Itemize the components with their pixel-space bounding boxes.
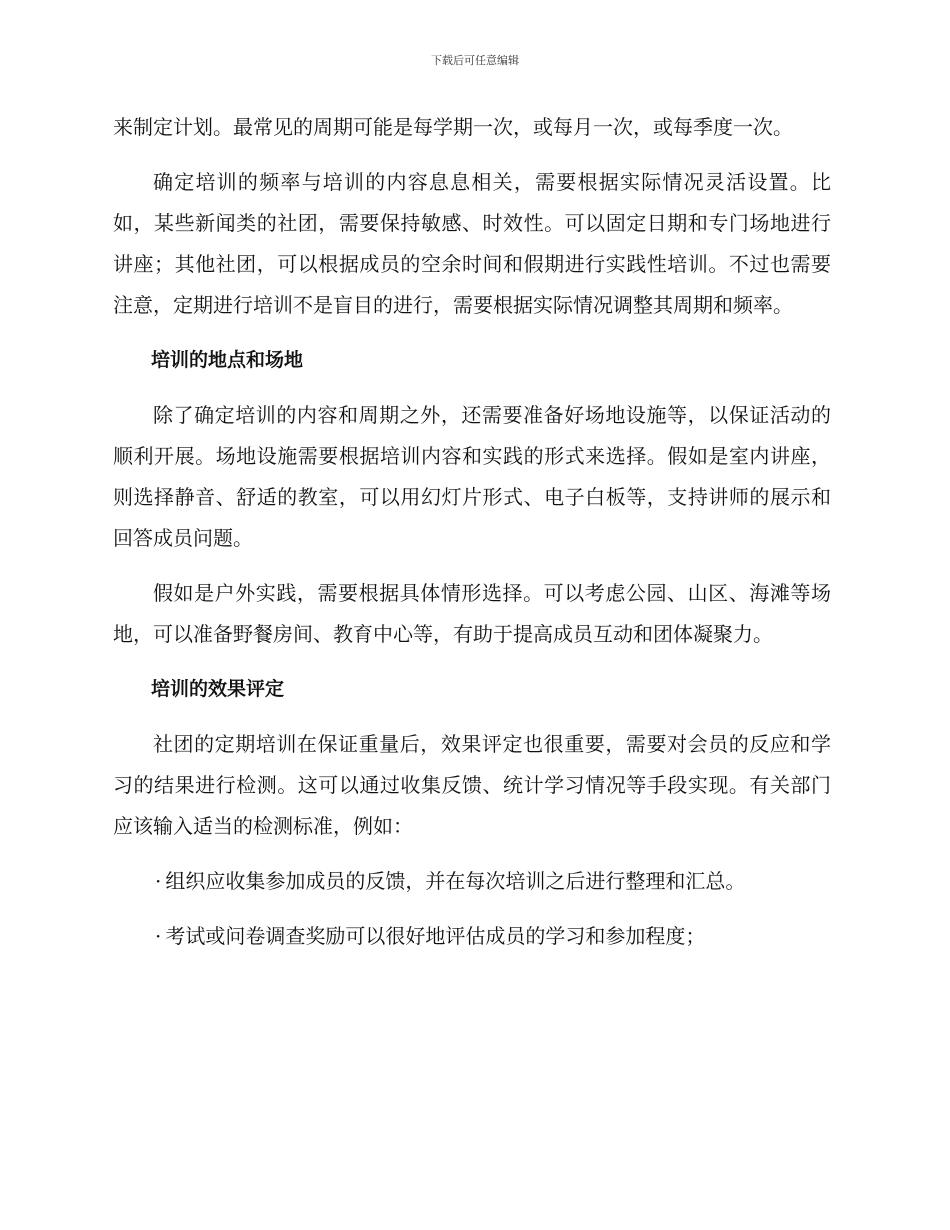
list-item-text: 考试或问卷调查奖励可以很好地评估成员的学习和参加程度； [165, 924, 706, 948]
list-item-text: 组织应收集参加成员的反馈，并在每次培训之后进行整理和汇总。 [165, 869, 746, 893]
paragraph-1: 来制定计划。最常见的周期可能是每学期一次，或每月一次，或每季度一次。 [113, 115, 793, 139]
paragraph-2: 确定培训的频率与培训的内容息息相关，需要根据实际情况灵活设置。比如，某些新闻类的社团，需要保持敏感、时效性。可以固定日期和专门场地进行讲座；其他社团，可以根据成员的空余时间和假期进行实践性培训。不过也需要注意，定期进行培训不是盲目的进行，需要根据实际情况调整其周期和频率。 [113, 170, 831, 317]
list-item [113, 861, 831, 902]
section-heading-evaluation: 培训的效果评定 [151, 678, 285, 700]
paragraph-3: 除了确定培训的内容和周期之外，还需要准备好场地设施等，以保证活动的顺利开展。场地设施需要根据培训内容和实践的形式来选择。假如是室内讲座，则选择静音、舒适的教室，可以用幻灯片形式、电子白板等，支持讲师的展示和回答成员问题。 [113, 403, 831, 550]
bullet-marker: · [155, 869, 162, 893]
paragraph-5: 社团的定期培训在保证重量后，效果评定也很重要，需要对会员的反应和学习的结果进行检测。这可以通过收集反馈、统计学习情况等手段实现。有关部门应该输入适当的检测标准，例如： [113, 732, 831, 838]
document-body [113, 107, 831, 971]
list-item [113, 916, 831, 957]
section-heading-venue: 培训的地点和场地 [151, 349, 304, 371]
bullet-marker: · [155, 924, 162, 948]
header-note: 下载后可任意编辑 [431, 54, 519, 67]
paragraph-4: 假如是户外实践，需要根据具体情形选择。可以考虑公园、山区、海滩等场地，可以准备野餐房间、教育中心等，有助于提高成员互动和团体凝聚力。 [113, 581, 831, 646]
